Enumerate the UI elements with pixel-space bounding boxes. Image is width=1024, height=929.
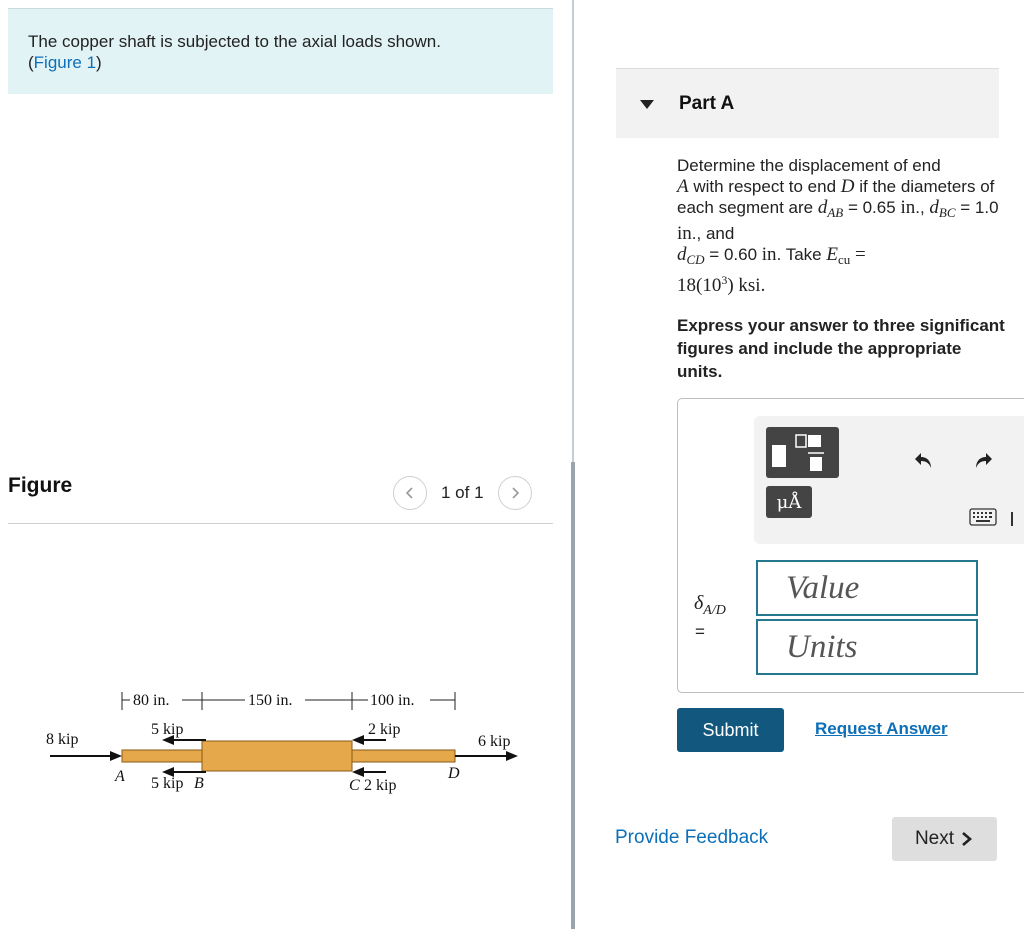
value-input[interactable] <box>756 560 978 616</box>
next-figure-button[interactable] <box>498 476 532 510</box>
problem-statement: The copper shaft is subjected to the axial loads shown. (Figure 1) <box>28 32 441 72</box>
problem-statement-box <box>8 8 553 94</box>
load-d-label: 6 kip <box>478 733 511 750</box>
math-d-bc: d <box>929 197 939 218</box>
load-b-top-label: 5 kip <box>151 721 184 738</box>
unit-in: in <box>900 197 916 218</box>
figure-title: Figure <box>8 474 73 497</box>
redo-icon <box>971 448 995 472</box>
math-eq: = <box>854 244 866 265</box>
delta-symbol: δ <box>694 592 704 614</box>
redo-button[interactable] <box>971 448 995 477</box>
provide-feedback-link[interactable]: Provide Feedback <box>615 827 769 848</box>
equals-label: = <box>695 622 705 641</box>
request-answer-link[interactable]: Request Answer <box>815 719 948 738</box>
value-dcd: = 0.60 <box>709 245 758 264</box>
point-b-label: B <box>194 775 204 792</box>
submit-button[interactable]: Submit <box>677 708 784 752</box>
dim-ab-label: 80 in. <box>133 692 170 709</box>
math-a: A <box>677 176 689 197</box>
figure-link[interactable]: Figure 1 <box>33 53 97 72</box>
problem-text: The copper shaft is subjected to the axial loads shown. <box>28 32 441 51</box>
question-text-2: with respect to end <box>693 177 837 196</box>
column-scrollbar[interactable] <box>571 462 575 929</box>
value-dbc: = 1.0 <box>960 198 999 217</box>
units-template-button[interactable]: μÅ <box>766 486 812 518</box>
arrowhead <box>506 751 518 761</box>
math-d-ab: d <box>817 197 828 218</box>
chevron-right-icon <box>509 486 521 500</box>
chevron-left-icon <box>404 486 416 500</box>
answer-variable-label <box>694 592 726 619</box>
fraction-template-button[interactable] <box>766 427 839 478</box>
load-b-bottom-label: 5 kip <box>151 775 184 792</box>
math-sub: cu <box>837 252 851 267</box>
pager-label: 1 of 1 <box>441 483 484 502</box>
unit-in: in <box>677 223 692 244</box>
arrowhead <box>352 767 364 777</box>
value-placeholder: Value <box>786 569 860 606</box>
units-input[interactable] <box>756 619 978 675</box>
math-d: D <box>840 176 855 197</box>
math-e: E <box>826 244 838 265</box>
dim-cd-label: 100 in. <box>370 692 415 709</box>
modulus-value: 18(10 <box>677 275 722 296</box>
arrowhead <box>352 735 364 745</box>
take-text: . Take <box>776 245 822 264</box>
math-sub: BC <box>938 205 956 220</box>
next-button[interactable] <box>892 817 997 861</box>
separator: ., and <box>691 224 735 243</box>
shaft-segment-ab <box>122 750 202 762</box>
answer-instruction: Express your answer to three significant figures and include the appropriate units. <box>677 316 1005 381</box>
dim-bc-label: 150 in. <box>248 692 293 709</box>
point-c-label: C <box>349 777 360 794</box>
question-text-3: if the diameters of each segment are <box>677 177 995 217</box>
prev-figure-button[interactable] <box>393 476 427 510</box>
separator: ., <box>915 198 930 217</box>
value-dab: = 0.65 <box>847 198 896 217</box>
load-a-label: 8 kip <box>46 731 79 748</box>
shaft-segment-bc <box>202 741 352 771</box>
undo-button[interactable] <box>912 448 936 477</box>
shaft-figure <box>30 670 550 810</box>
question-text-1: Determine the displacement of end <box>677 156 941 175</box>
delta-subscript: A/D <box>703 603 726 618</box>
arrowhead <box>110 751 122 761</box>
load-c-bottom-label: 2 kip <box>364 777 397 794</box>
load-c-top-label: 2 kip <box>368 721 401 738</box>
unit-in: in <box>761 244 777 265</box>
point-d-label: D <box>448 765 460 782</box>
math-sub: CD <box>686 252 705 267</box>
modulus-unit: ) ksi. <box>727 275 766 296</box>
figure-divider <box>8 523 553 524</box>
question-text <box>677 155 1007 296</box>
text-cursor <box>1011 512 1013 526</box>
chevron-right-icon <box>960 831 974 847</box>
units-placeholder: Units <box>786 628 858 665</box>
modulus-exponent: 3 <box>721 273 728 287</box>
math-d-cd: d <box>677 244 687 265</box>
undo-icon <box>912 448 936 472</box>
shaft-segment-cd <box>352 750 455 762</box>
point-a-label: A <box>115 768 125 785</box>
figure-pager <box>393 476 532 510</box>
part-title: Part A <box>679 93 735 114</box>
next-label: Next <box>914 828 955 849</box>
caret-down-icon <box>640 100 654 109</box>
math-sub: AB <box>827 205 844 220</box>
keyboard-button[interactable] <box>969 508 997 531</box>
keyboard-icon <box>969 508 997 526</box>
part-a-header[interactable] <box>616 68 999 138</box>
fraction-template-icon <box>766 427 839 478</box>
